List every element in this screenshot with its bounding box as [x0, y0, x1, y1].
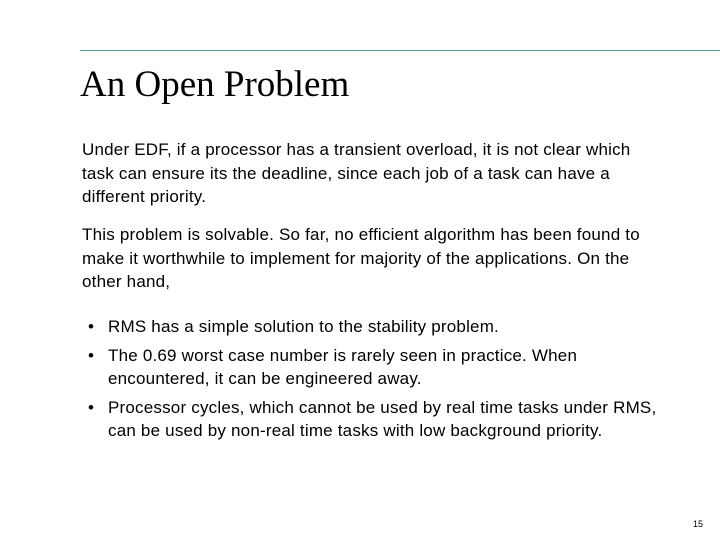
- bullet-icon: •: [88, 397, 95, 417]
- title-divider: [80, 50, 720, 51]
- slide-title: An Open Problem: [80, 64, 350, 105]
- paragraph-edf: Under EDF, if a processor has a transient overload, it is not clear which task can ensure its the deadline, since each job of a task can have a different priority.: [82, 140, 631, 206]
- paragraph-solvable: This problem is solvable. So far, no efficient algorithm has been found to make it worthwhile to implement for majority of the applications. On the other hand,: [82, 225, 640, 291]
- list-item: [82, 344, 662, 391]
- page-number: 15: [692, 519, 703, 529]
- bullet-text: The 0.69 worst case number is rarely seen in practice. When encountered, it can be engineered away.: [108, 345, 578, 388]
- bullet-icon: •: [88, 345, 95, 365]
- bullet-list: [82, 315, 662, 448]
- bullet-icon: •: [88, 317, 95, 336]
- list-item: [82, 396, 662, 443]
- list-item: [82, 315, 662, 339]
- bullet-text: Processor cycles, which cannot be used by real time tasks under RMS, can be used by non-real time tasks with low background priority.: [108, 397, 657, 440]
- bullet-text: RMS has a simple solution to the stability problem.: [108, 317, 499, 336]
